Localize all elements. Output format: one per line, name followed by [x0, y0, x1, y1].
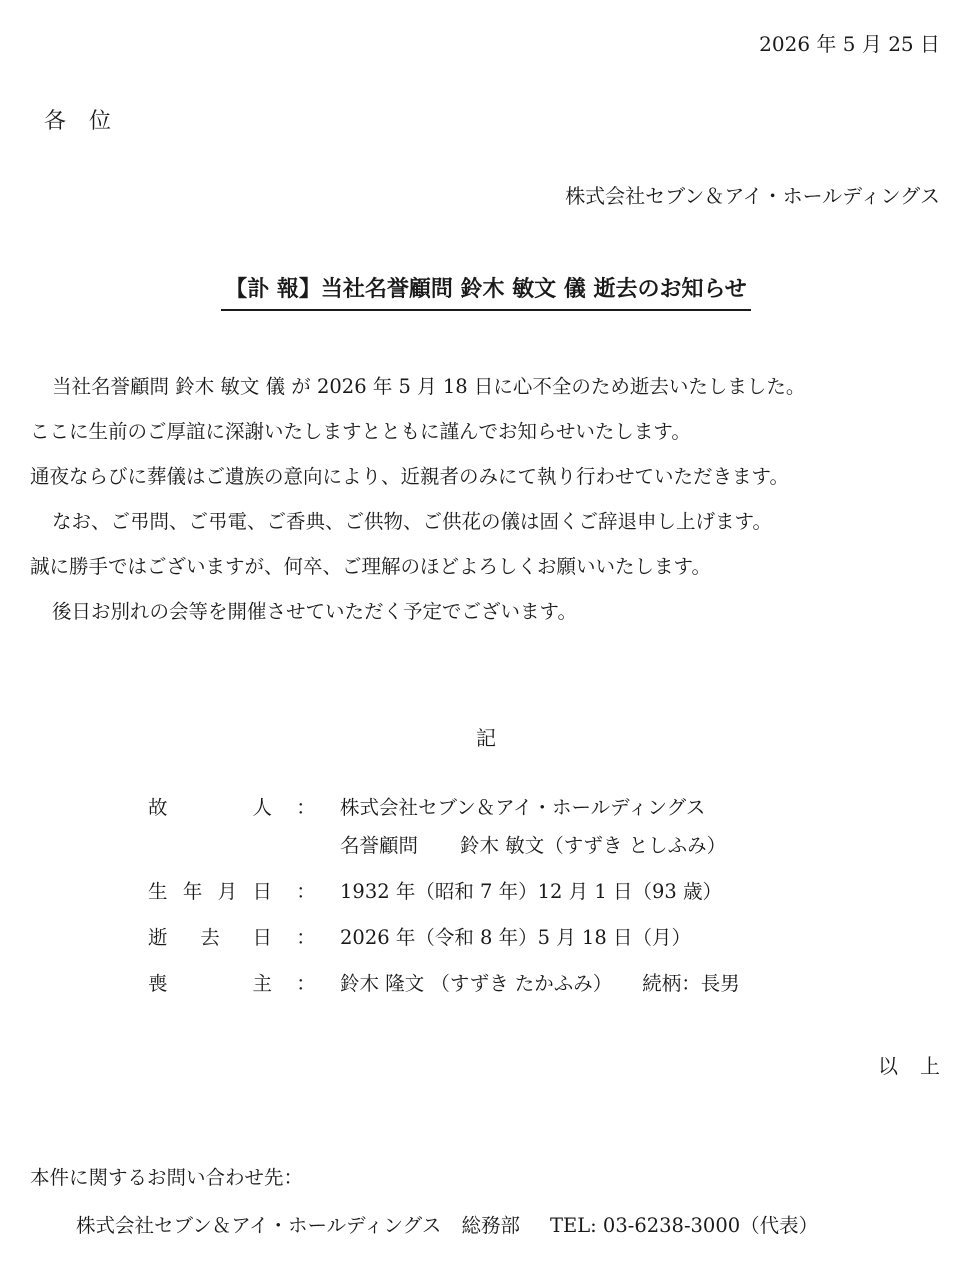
issuer-company: 株式会社セブン＆アイ・ホールディングス	[565, 184, 940, 208]
deceased-name-row	[148, 830, 740, 876]
body-paragraph: ここに生前のご厚誼に深謝いたしますとともに謹んでお知らせいたします。	[30, 420, 691, 443]
colon: ：	[296, 926, 316, 949]
body-paragraph: 通夜ならびに葬儀はご遺族の意向により、近親者のみにて執り行わせていただきます。	[30, 465, 789, 488]
contact-tel: TEL: 03-6238-3000（代表）	[549, 1214, 819, 1237]
contact-line	[76, 1210, 818, 1238]
deceased-position: 名誉顧問	[340, 834, 419, 857]
chief-mourner-row	[148, 968, 740, 996]
birth-value: 1932 年（昭和 7 年）12 月 1 日（93 歳）	[340, 880, 722, 903]
deceased-row	[148, 792, 740, 830]
death-label: 逝 去 日	[148, 926, 272, 949]
deceased-label: 故 人	[148, 796, 272, 819]
contact-label: 本件に関するお問い合わせ先：	[30, 1166, 304, 1189]
body-paragraph: 当社名誉顧問 鈴木 敏文 儀 が 2026 年 5 月 18 日に心不全のため逝去いたしました。	[52, 375, 806, 398]
body-paragraph: 誠に勝手ではございますが、何卒、ご理解のほどよろしくお願いいたします。	[30, 555, 711, 578]
deceased-company: 株式会社セブン＆アイ・ホールディングス	[340, 796, 706, 819]
title-container	[0, 272, 972, 311]
body-paragraph: 後日お別れの会等を開催させていただく予定でございます。	[52, 600, 577, 623]
colon: ：	[296, 880, 316, 903]
chief-mourner-name: 鈴木 隆文 （すずき たかふみ）	[340, 972, 613, 995]
notice-title: 【訃 報】当社名誉顧問 鈴木 敏文 儀 逝去のお知らせ	[221, 272, 751, 311]
ki-heading: 記	[476, 726, 496, 750]
colon: ：	[296, 972, 316, 995]
death-value: 2026 年（令和 8 年）5 月 18 日（月）	[340, 926, 691, 949]
birth-label: 生 年 月 日	[148, 880, 272, 903]
contact-company: 株式会社セブン＆アイ・ホールディングス	[76, 1214, 442, 1237]
contact-department: 総務部	[461, 1214, 520, 1237]
addressee: 各 位	[44, 109, 119, 134]
notice-date: 2026 年 5 月 25 日	[759, 32, 940, 56]
death-row	[148, 922, 740, 968]
deceased-name: 鈴木 敏文（すずき としふみ）	[460, 834, 727, 857]
notice-body	[30, 372, 942, 642]
body-paragraph: なお、ご弔問、ご弔電、ご香典、ご供物、ご供花の儀は固くご辞退申し上げます。	[52, 510, 772, 533]
chief-mourner-relation: 続柄：長男	[642, 972, 740, 995]
colon: ：	[296, 796, 316, 819]
chief-mourner-label: 喪 主	[148, 972, 272, 995]
details-list	[148, 792, 740, 996]
birth-row	[148, 876, 740, 922]
closing-mark: 以上	[878, 1054, 962, 1078]
